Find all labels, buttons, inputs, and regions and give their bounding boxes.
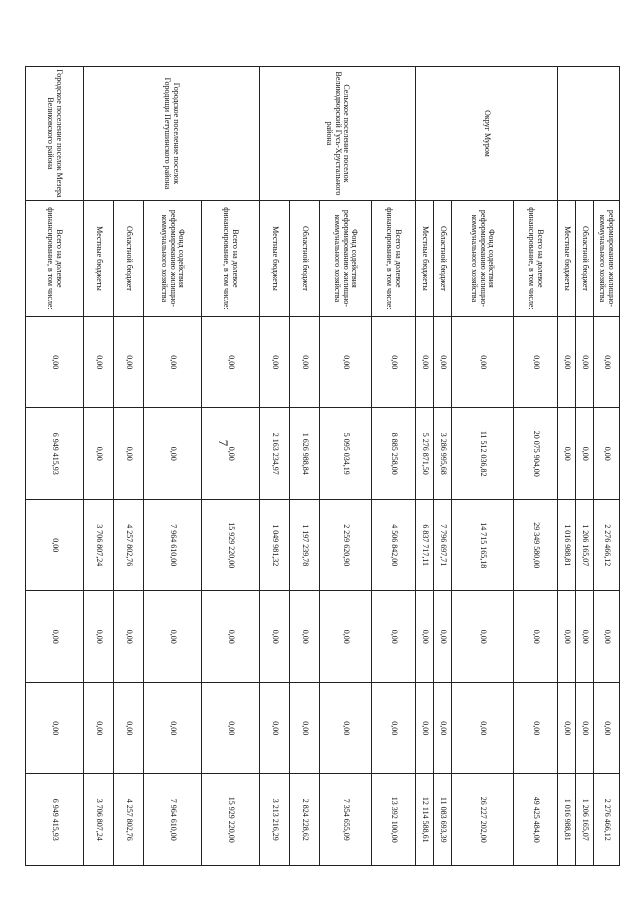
amount-cell: 2 259 620,90	[320, 499, 372, 591]
amount-cell: 0,00	[514, 591, 558, 683]
amount-cell: 3 286 995,68	[434, 408, 452, 500]
amount-cell: 49 425 484,00	[514, 774, 558, 866]
category-cell: Всего на долевое финансирование, в том числе:	[202, 200, 260, 316]
category-cell: реформированию жилищно-коммунального хозяйства	[594, 200, 620, 316]
amount-cell: 0,00	[372, 591, 416, 683]
amount-cell: 0,00	[114, 591, 144, 683]
amount-cell: 0,00	[26, 316, 84, 408]
table-row	[26, 67, 84, 866]
amount-cell: 4 257 802,76	[114, 499, 144, 591]
amount-cell: 0,00	[84, 591, 114, 683]
amount-cell: 0,00	[202, 316, 260, 408]
amount-cell: 0,00	[114, 316, 144, 408]
amount-cell: 0,00	[514, 316, 558, 408]
amount-cell: 13 392 100,00	[372, 774, 416, 866]
amount-cell: 7 354 655,09	[320, 774, 372, 866]
amount-cell: 0,00	[144, 408, 202, 500]
amount-cell: 0,00	[144, 682, 202, 774]
amount-cell: 0,00	[144, 316, 202, 408]
amount-cell: 14 715 165,18	[452, 499, 514, 591]
amount-cell: 0,00	[84, 316, 114, 408]
amount-cell: 3 706 807,24	[84, 499, 114, 591]
amount-cell: 11 512 036,82	[452, 408, 514, 500]
municipality-cell: Сельское поселение поселок Великодворский Гусь-Хрустального района	[260, 67, 416, 201]
amount-cell: 1 016 988,81	[558, 499, 576, 591]
category-cell: Областной бюджет	[576, 200, 594, 316]
amount-cell: 4 506 842,00	[372, 499, 416, 591]
financing-table-body	[26, 67, 620, 866]
amount-cell: 1 049 981,32	[260, 499, 290, 591]
table-row	[202, 67, 260, 866]
category-cell: Областной бюджет	[114, 200, 144, 316]
category-cell: Фонд содействия реформированию жилищно-коммунального хозяйства	[320, 200, 372, 316]
amount-cell: 0,00	[260, 682, 290, 774]
amount-cell: 29 349 580,00	[514, 499, 558, 591]
amount-cell: 0,00	[144, 591, 202, 683]
municipality-cell: Городское поселение поселок Мезера Великовского района	[26, 67, 84, 201]
amount-cell: 0,00	[320, 682, 372, 774]
amount-cell: 0,00	[558, 591, 576, 683]
amount-cell: 26 227 202,00	[452, 774, 514, 866]
amount-cell: 0,00	[26, 499, 84, 591]
amount-cell: 0,00	[576, 408, 594, 500]
amount-cell: 2 276 466,12	[594, 499, 620, 591]
amount-cell: 0,00	[434, 591, 452, 683]
category-cell: Всего на долевое финансирование, в том числе:	[26, 200, 84, 316]
amount-cell: 1 206 165,07	[576, 774, 594, 866]
amount-cell: 0,00	[558, 316, 576, 408]
amount-cell: 3 706 807,24	[84, 774, 114, 866]
amount-cell: 0,00	[320, 591, 372, 683]
amount-cell: 0,00	[26, 591, 84, 683]
amount-cell: 0,00	[594, 316, 620, 408]
rotated-page-content	[46, 66, 620, 866]
amount-cell: 1 197 239,78	[290, 499, 320, 591]
amount-cell: 3 213 216,29	[260, 774, 290, 866]
category-cell: Местные бюджеты	[558, 200, 576, 316]
amount-cell: 0,00	[576, 682, 594, 774]
amount-cell: 0,00	[594, 591, 620, 683]
amount-cell: 20 075 904,00	[514, 408, 558, 500]
category-cell: Всего на долевое финансирование, в том числе:	[372, 200, 416, 316]
amount-cell: 4 257 802,76	[114, 774, 144, 866]
amount-cell: 0,00	[514, 682, 558, 774]
amount-cell: 0,00	[416, 316, 434, 408]
amount-cell: 0,00	[434, 682, 452, 774]
amount-cell: 0,00	[372, 682, 416, 774]
amount-cell: 0,00	[594, 408, 620, 500]
amount-cell: 5 276 871,50	[416, 408, 434, 500]
category-cell: Местные бюджеты	[260, 200, 290, 316]
amount-cell: 1 626 988,84	[290, 408, 320, 500]
amount-cell: 0,00	[452, 591, 514, 683]
amount-cell: 0,00	[260, 316, 290, 408]
table-row	[372, 67, 416, 866]
amount-cell: 0,00	[84, 408, 114, 500]
amount-cell: 0,00	[202, 682, 260, 774]
amount-cell: 7 796 697,71	[434, 499, 452, 591]
amount-cell: 0,00	[26, 682, 84, 774]
amount-cell: 2 163 234,97	[260, 408, 290, 500]
amount-cell: 0,00	[84, 682, 114, 774]
amount-cell: 1 206 165,07	[576, 499, 594, 591]
amount-cell: 0,00	[576, 591, 594, 683]
amount-cell: 0,00	[594, 682, 620, 774]
amount-cell: 11 083 693,39	[434, 774, 452, 866]
amount-cell: 0,00	[452, 682, 514, 774]
amount-cell: 1 016 988,81	[558, 774, 576, 866]
amount-cell: 0,00	[372, 316, 416, 408]
amount-cell: 7 964 610,00	[144, 774, 202, 866]
category-cell: Областной бюджет	[434, 200, 452, 316]
category-cell: Фонд содействия реформированию жилищно-коммунального хозяйства	[144, 200, 202, 316]
amount-cell: 5 095 034,19	[320, 408, 372, 500]
amount-cell: 0,00	[434, 316, 452, 408]
amount-cell: 2 276 466,12	[594, 774, 620, 866]
amount-cell: 2 824 228,62	[290, 774, 320, 866]
amount-cell: 7 964 610,00	[144, 499, 202, 591]
amount-cell: 6 837 717,11	[416, 499, 434, 591]
category-cell: Областной бюджет	[290, 200, 320, 316]
amount-cell: 0,00	[320, 316, 372, 408]
municipality-cell	[558, 67, 620, 201]
amount-cell: 0,00	[576, 316, 594, 408]
amount-cell: 0,00	[260, 591, 290, 683]
amount-cell: 8 885 258,00	[372, 408, 416, 500]
amount-cell: 0,00	[558, 408, 576, 500]
category-cell: Фонд содействия реформированию жилищно-коммунального хозяйства	[452, 200, 514, 316]
amount-cell: 0,00	[452, 316, 514, 408]
amount-cell: 6 949 415,93	[26, 408, 84, 500]
municipality-cell: Округ Муром	[416, 67, 558, 201]
amount-cell: 0,00	[416, 682, 434, 774]
amount-cell: 12 114 588,61	[416, 774, 434, 866]
amount-cell: 0,00	[416, 591, 434, 683]
table-row	[594, 67, 620, 866]
amount-cell: 0,00	[290, 591, 320, 683]
amount-cell: 15 929 220,00	[202, 774, 260, 866]
amount-cell: 0,00	[290, 316, 320, 408]
amount-cell: 0,00	[202, 408, 260, 500]
table-row	[514, 67, 558, 866]
category-cell: Местные бюджеты	[416, 200, 434, 316]
financing-table	[25, 66, 620, 866]
amount-cell: 0,00	[114, 408, 144, 500]
municipality-cell: Городское поселение поселок Городищи Петушинского района	[84, 67, 260, 201]
amount-cell: 15 929 220,00	[202, 499, 260, 591]
amount-cell: 0,00	[558, 682, 576, 774]
amount-cell: 0,00	[290, 682, 320, 774]
amount-cell: 0,00	[202, 591, 260, 683]
page-number: 7	[216, 439, 231, 447]
category-cell: Местные бюджеты	[84, 200, 114, 316]
amount-cell: 0,00	[114, 682, 144, 774]
category-cell: Всего на долевое финансирование, в том числе:	[514, 200, 558, 316]
amount-cell: 6 949 415,93	[26, 774, 84, 866]
